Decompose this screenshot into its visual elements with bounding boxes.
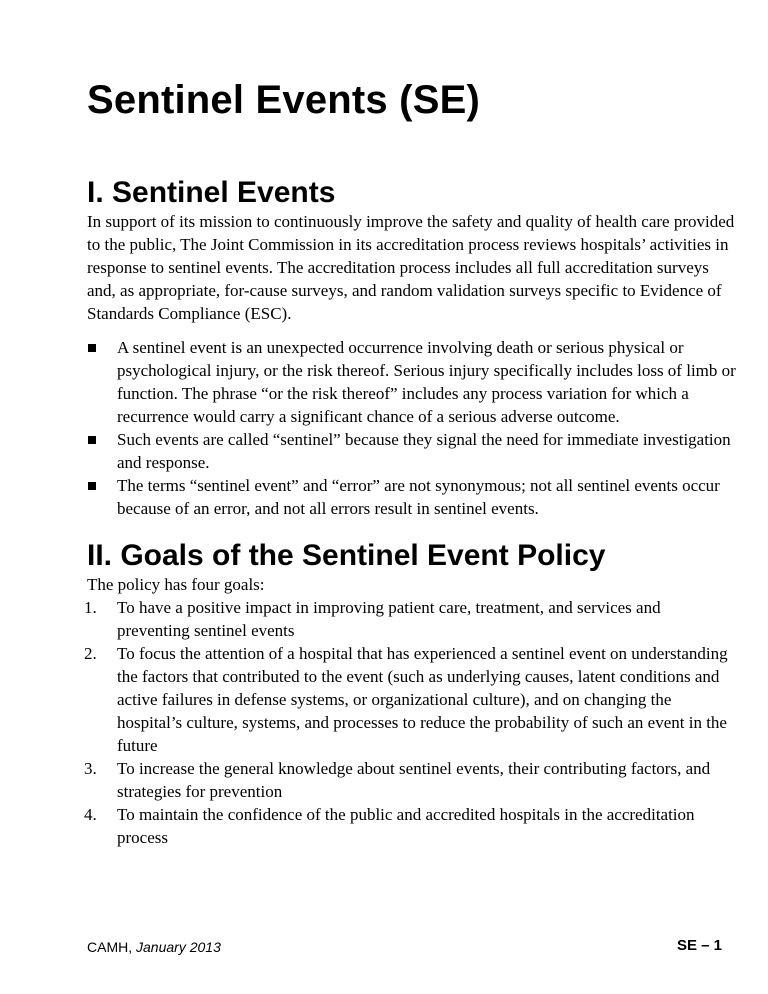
item-number: 1.: [84, 598, 97, 617]
section-intro-paragraph: In support of its mission to continuously improve the safety and quality of health care provided to the public, The Joint Commission in its accreditation process reviews hospitals’ activities in response to sentinel events. The accreditation process includes all full accreditation surveys and, as appropriate, for-cause surveys, and random validation surveys specific to Evidence of Standards Compliance (ESC).: [87, 212, 735, 323]
square-bullet-icon: [88, 344, 96, 352]
bullet-text: The terms “sentinel event” and “error” are not synonymous; not all sentinel events occur because of an error, and not all errors result in sentinel events.: [117, 476, 720, 518]
section-heading: II. Goals of the Sentinel Event Policy: [87, 539, 606, 572]
square-bullet-icon: [88, 436, 96, 444]
item-text: To focus the attention of a hospital that has experienced a sentinel event on understanding the factors that contributed to the event (such as underlying causes, latent conditions and active failures in defense systems, or organizational culture), and on changing the hospital’s culture, systems, and processes to reduce the probability of such an event in the future: [117, 644, 728, 755]
numbered-item: [84, 757, 737, 803]
numbered-list: [84, 596, 737, 849]
bullet-item: [87, 428, 737, 474]
item-number: 2.: [84, 644, 97, 663]
section-heading: I. Sentinel Events: [87, 176, 336, 209]
bullet-list: [87, 336, 737, 520]
square-bullet-icon: [88, 482, 96, 490]
section-policy-goals: [84, 539, 737, 849]
section-sentinel-events: [87, 176, 737, 520]
item-text: To increase the general knowledge about sentinel events, their contributing factors, and strategies for prevention: [117, 759, 711, 801]
bullet-item: [87, 336, 737, 428]
numbered-item: [84, 803, 737, 849]
item-text: To have a positive impact in improving patient care, treatment, and services and preventing sentinel events: [117, 598, 661, 640]
bullet-text: Such events are called “sentinel” because they signal the need for immediate investigation and response.: [117, 430, 731, 472]
footer-date: January 2013: [136, 939, 221, 955]
item-text: To maintain the confidence of the public and accredited hospitals in the accreditation process: [117, 805, 695, 847]
numbered-item: [84, 596, 737, 642]
bullet-text: A sentinel event is an unexpected occurrence involving death or serious physical or psychological injury, or the risk thereof. Serious injury specifically includes loss of limb or function. The phrase “or the risk thereof” includes any process variation for which a recurrence would carry a significant chance of a serious adverse outcome.: [117, 338, 736, 426]
page-number: SE – 1: [676, 937, 722, 954]
item-number: 4.: [84, 805, 97, 824]
footer-publication: CAMH,: [87, 939, 133, 955]
section-intro-paragraph: The policy has four goals:: [87, 575, 265, 594]
item-number: 3.: [84, 759, 97, 778]
numbered-item: [84, 642, 737, 757]
bullet-item: [87, 474, 737, 520]
page-title: Sentinel Events (SE): [87, 78, 480, 122]
footer-source: [87, 938, 221, 956]
